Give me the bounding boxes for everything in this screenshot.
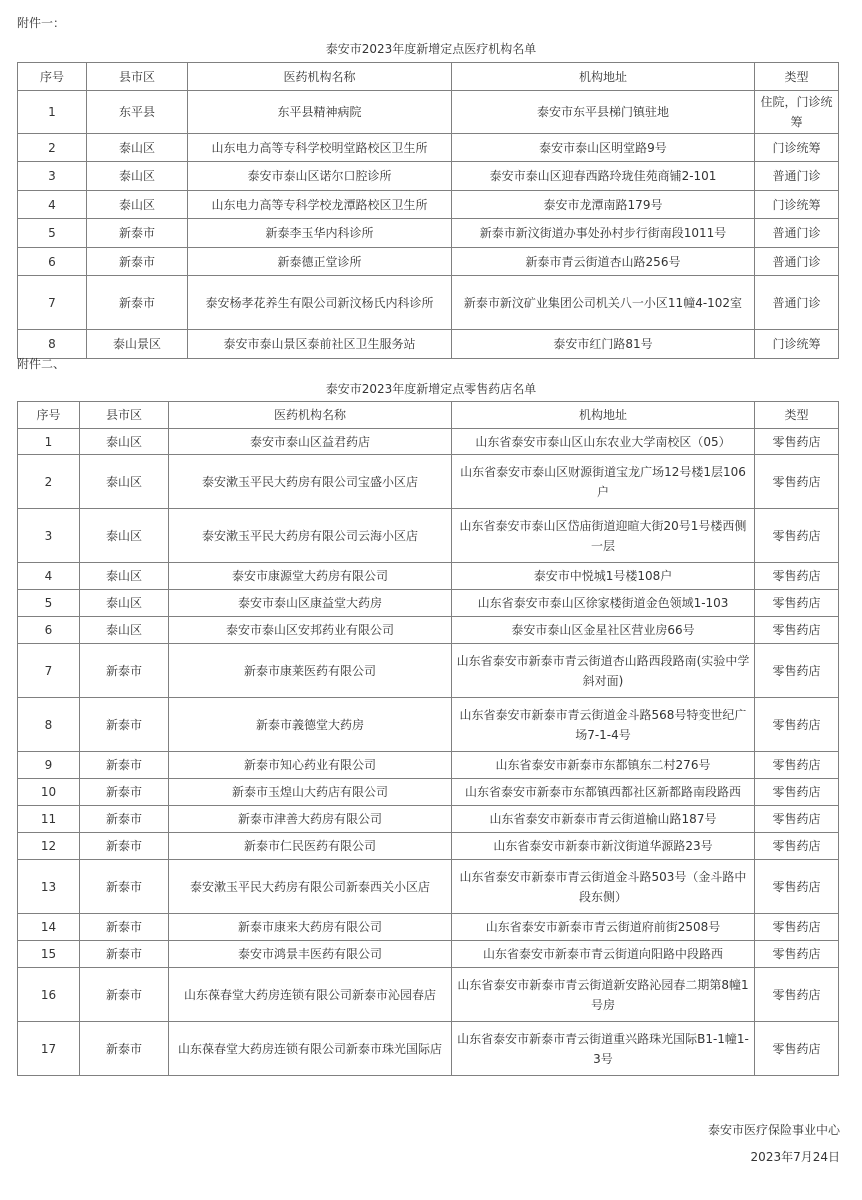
- type-cell: 零售药店: [755, 860, 839, 914]
- name-cell: 新泰德正堂诊所: [188, 248, 452, 276]
- district-cell: 新泰市: [80, 968, 169, 1022]
- index-cell: 7: [18, 644, 80, 698]
- type-cell: 门诊统筹: [755, 191, 839, 219]
- index-cell: 13: [18, 860, 80, 914]
- address-cell: 山东省泰安市泰山区岱庙街道迎暄大街20号1号楼西侧一层: [452, 509, 755, 563]
- district-cell: 泰山区: [80, 429, 169, 455]
- retail-pharmacies-table: [17, 401, 839, 1076]
- district-cell: 新泰市: [87, 248, 188, 276]
- table-row: [18, 162, 839, 191]
- table-row: [18, 590, 839, 617]
- district-cell: 泰山区: [80, 509, 169, 563]
- district-cell: 新泰市: [80, 644, 169, 698]
- index-cell: 6: [18, 248, 87, 276]
- name-cell: 新泰市津善大药房有限公司: [169, 806, 452, 833]
- table-row: [18, 941, 839, 968]
- header-name: 医药机构名称: [188, 63, 452, 91]
- name-cell: 新泰市玉煌山大药店有限公司: [169, 779, 452, 806]
- table-row: [18, 248, 839, 276]
- name-cell: 泰安市泰山景区泰前社区卫生服务站: [188, 330, 452, 359]
- address-cell: 新泰市新汶矿业集团公司机关八一小区11幢4-102室: [452, 276, 755, 330]
- name-cell: 泰安漱玉平民大药房有限公司云海小区店: [169, 509, 452, 563]
- attachment1-title: 泰安市2023年度新增定点医疗机构名单: [325, 42, 537, 56]
- name-cell: 新泰市知心药业有限公司: [169, 752, 452, 779]
- type-cell: 零售药店: [755, 698, 839, 752]
- type-cell: 零售药店: [755, 617, 839, 644]
- district-cell: 新泰市: [80, 1022, 169, 1076]
- name-cell: 山东电力高等专科学校明堂路校区卫生所: [188, 134, 452, 162]
- name-cell: 泰安市泰山区益君药店: [169, 429, 452, 455]
- address-cell: 泰安市泰山区迎春西路玲珑佳苑商铺2-101: [452, 162, 755, 191]
- type-cell: 零售药店: [755, 968, 839, 1022]
- index-cell: 1: [18, 429, 80, 455]
- address-cell: 山东省泰安市新泰市青云街道新安路沁园春二期第8幢1号房: [452, 968, 755, 1022]
- district-cell: 泰山区: [80, 563, 169, 590]
- header-name: 医药机构名称: [169, 402, 452, 429]
- address-cell: 山东省泰安市泰山区财源街道宝龙广场12号楼1层106户: [452, 455, 755, 509]
- name-cell: 山东葆春堂大药房连锁有限公司新泰市珠光国际店: [169, 1022, 452, 1076]
- name-cell: 东平县精神病院: [188, 91, 452, 134]
- address-cell: 山东省泰安市新泰市青云街道向阳路中段路西: [452, 941, 755, 968]
- address-cell: 新泰市新汶街道办事处孙村步行街南段1011号: [452, 219, 755, 248]
- name-cell: 新泰市義德堂大药房: [169, 698, 452, 752]
- address-cell: 新泰市青云街道杏山路256号: [452, 248, 755, 276]
- name-cell: 山东电力高等专科学校龙潭路校区卫生所: [188, 191, 452, 219]
- attachment1-label: 附件一：: [17, 16, 66, 30]
- table-row: [18, 806, 839, 833]
- table-row: [18, 91, 839, 134]
- header-index: 序号: [18, 63, 87, 91]
- issuing-organization: 泰安市医疗保险事业中心: [707, 1123, 840, 1137]
- district-cell: 泰山区: [87, 134, 188, 162]
- name-cell: 山东葆春堂大药房连锁有限公司新泰市沁园春店: [169, 968, 452, 1022]
- address-cell: 山东省泰安市新泰市新汶街道华源路23号: [452, 833, 755, 860]
- district-cell: 东平县: [87, 91, 188, 134]
- header-type: 类型: [755, 402, 839, 429]
- address-cell: 山东省泰安市新泰市青云街道金斗路568号特变世纪广场7-1-4号: [452, 698, 755, 752]
- district-cell: 新泰市: [87, 219, 188, 248]
- address-cell: 山东省泰安市泰山区徐家楼街道金色领域1-103: [452, 590, 755, 617]
- index-cell: 15: [18, 941, 80, 968]
- table-row: [18, 429, 839, 455]
- address-cell: 山东省泰安市新泰市青云街道重兴路珠光国际B1-1幢1-3号: [452, 1022, 755, 1076]
- header-district: 县市区: [87, 63, 188, 91]
- index-cell: 16: [18, 968, 80, 1022]
- table-row: [18, 617, 839, 644]
- type-cell: 普通门诊: [755, 219, 839, 248]
- table-row: [18, 914, 839, 941]
- index-cell: 2: [18, 455, 80, 509]
- type-cell: 住院，门诊统筹: [755, 91, 839, 134]
- address-cell: 泰安市东平县梯门镇驻地: [452, 91, 755, 134]
- district-cell: 泰山区: [87, 162, 188, 191]
- address-cell: 泰安市红门路81号: [452, 330, 755, 359]
- name-cell: 新泰市康莱医药有限公司: [169, 644, 452, 698]
- header-index: 序号: [18, 402, 80, 429]
- table-row: [18, 779, 839, 806]
- table-row: [18, 455, 839, 509]
- district-cell: 新泰市: [80, 833, 169, 860]
- header-district: 县市区: [80, 402, 169, 429]
- type-cell: 零售药店: [755, 1022, 839, 1076]
- district-cell: 新泰市: [80, 806, 169, 833]
- address-cell: 山东省泰安市新泰市东都镇西都社区新都路南段路西: [452, 779, 755, 806]
- index-cell: 4: [18, 191, 87, 219]
- name-cell: 泰安市泰山区诺尔口腔诊所: [188, 162, 452, 191]
- index-cell: 11: [18, 806, 80, 833]
- index-cell: 12: [18, 833, 80, 860]
- index-cell: 4: [18, 563, 80, 590]
- table-row: [18, 134, 839, 162]
- attachment2-title: 泰安市2023年度新增定点零售药店名单: [325, 382, 537, 396]
- type-cell: 零售药店: [755, 590, 839, 617]
- table-row: [18, 833, 839, 860]
- address-cell: 山东省泰安市新泰市青云街道金斗路503号（金斗路中段东侧）: [452, 860, 755, 914]
- type-cell: 零售药店: [755, 429, 839, 455]
- index-cell: 8: [18, 698, 80, 752]
- name-cell: 泰安漱玉平民大药房有限公司宝盛小区店: [169, 455, 452, 509]
- type-cell: 零售药店: [755, 779, 839, 806]
- type-cell: 零售药店: [755, 914, 839, 941]
- type-cell: 零售药店: [755, 563, 839, 590]
- index-cell: 17: [18, 1022, 80, 1076]
- type-cell: 零售药店: [755, 455, 839, 509]
- type-cell: 普通门诊: [755, 248, 839, 276]
- district-cell: 新泰市: [80, 914, 169, 941]
- table-row: [18, 330, 839, 359]
- table-header-row: [18, 63, 839, 91]
- address-cell: 山东省泰安市泰山区山东农业大学南校区（05）: [452, 429, 755, 455]
- address-cell: 山东省泰安市新泰市东都镇东二村276号: [452, 752, 755, 779]
- name-cell: 泰安市康源堂大药房有限公司: [169, 563, 452, 590]
- name-cell: 泰安市泰山区康益堂大药房: [169, 590, 452, 617]
- district-cell: 泰山区: [87, 191, 188, 219]
- table-row: [18, 276, 839, 330]
- name-cell: 泰安市鸿景丰医药有限公司: [169, 941, 452, 968]
- type-cell: 普通门诊: [755, 162, 839, 191]
- table-row: [18, 1022, 839, 1076]
- index-cell: 5: [18, 590, 80, 617]
- district-cell: 新泰市: [80, 779, 169, 806]
- index-cell: 6: [18, 617, 80, 644]
- district-cell: 泰山景区: [87, 330, 188, 359]
- table-row: [18, 752, 839, 779]
- district-cell: 新泰市: [80, 752, 169, 779]
- name-cell: 新泰李玉华内科诊所: [188, 219, 452, 248]
- index-cell: 1: [18, 91, 87, 134]
- district-cell: 泰山区: [80, 455, 169, 509]
- address-cell: 泰安市泰山区金星社区营业房66号: [452, 617, 755, 644]
- index-cell: 7: [18, 276, 87, 330]
- header-address: 机构地址: [452, 63, 755, 91]
- issue-date: 2023年7月24日: [750, 1150, 840, 1164]
- table-row: [18, 563, 839, 590]
- table-row: [18, 698, 839, 752]
- address-cell: 泰安市龙潭南路179号: [452, 191, 755, 219]
- index-cell: 10: [18, 779, 80, 806]
- name-cell: 泰安漱玉平民大药房有限公司新泰西关小区店: [169, 860, 452, 914]
- district-cell: 新泰市: [80, 698, 169, 752]
- table-row: [18, 219, 839, 248]
- table-header-row: [18, 402, 839, 429]
- district-cell: 新泰市: [80, 860, 169, 914]
- header-type: 类型: [755, 63, 839, 91]
- type-cell: 零售药店: [755, 833, 839, 860]
- type-cell: 零售药店: [755, 752, 839, 779]
- name-cell: 泰安市泰山区安邦药业有限公司: [169, 617, 452, 644]
- type-cell: 零售药店: [755, 806, 839, 833]
- index-cell: 8: [18, 330, 87, 359]
- name-cell: 泰安杨孝花养生有限公司新汶杨氏内科诊所: [188, 276, 452, 330]
- district-cell: 泰山区: [80, 590, 169, 617]
- index-cell: 2: [18, 134, 87, 162]
- index-cell: 3: [18, 162, 87, 191]
- index-cell: 5: [18, 219, 87, 248]
- district-cell: 新泰市: [87, 276, 188, 330]
- header-address: 机构地址: [452, 402, 755, 429]
- attachment2-label: 附件二、: [17, 357, 66, 371]
- type-cell: 零售药店: [755, 644, 839, 698]
- table-row: [18, 509, 839, 563]
- index-cell: 14: [18, 914, 80, 941]
- district-cell: 新泰市: [80, 941, 169, 968]
- address-cell: 泰安市中悦城1号楼108户: [452, 563, 755, 590]
- type-cell: 普通门诊: [755, 276, 839, 330]
- name-cell: 新泰市康来大药房有限公司: [169, 914, 452, 941]
- medical-institutions-table: [17, 62, 839, 359]
- district-cell: 泰山区: [80, 617, 169, 644]
- address-cell: 泰安市泰山区明堂路9号: [452, 134, 755, 162]
- index-cell: 9: [18, 752, 80, 779]
- type-cell: 零售药店: [755, 509, 839, 563]
- name-cell: 新泰市仁民医药有限公司: [169, 833, 452, 860]
- index-cell: 3: [18, 509, 80, 563]
- address-cell: 山东省泰安市新泰市青云街道榆山路187号: [452, 806, 755, 833]
- table-row: [18, 860, 839, 914]
- type-cell: 门诊统筹: [755, 330, 839, 359]
- address-cell: 山东省泰安市新泰市青云街道杏山路西段路南(实验中学斜对面): [452, 644, 755, 698]
- table-row: [18, 968, 839, 1022]
- type-cell: 门诊统筹: [755, 134, 839, 162]
- address-cell: 山东省泰安市新泰市青云街道府前街2508号: [452, 914, 755, 941]
- table-row: [18, 191, 839, 219]
- table-row: [18, 644, 839, 698]
- type-cell: 零售药店: [755, 941, 839, 968]
